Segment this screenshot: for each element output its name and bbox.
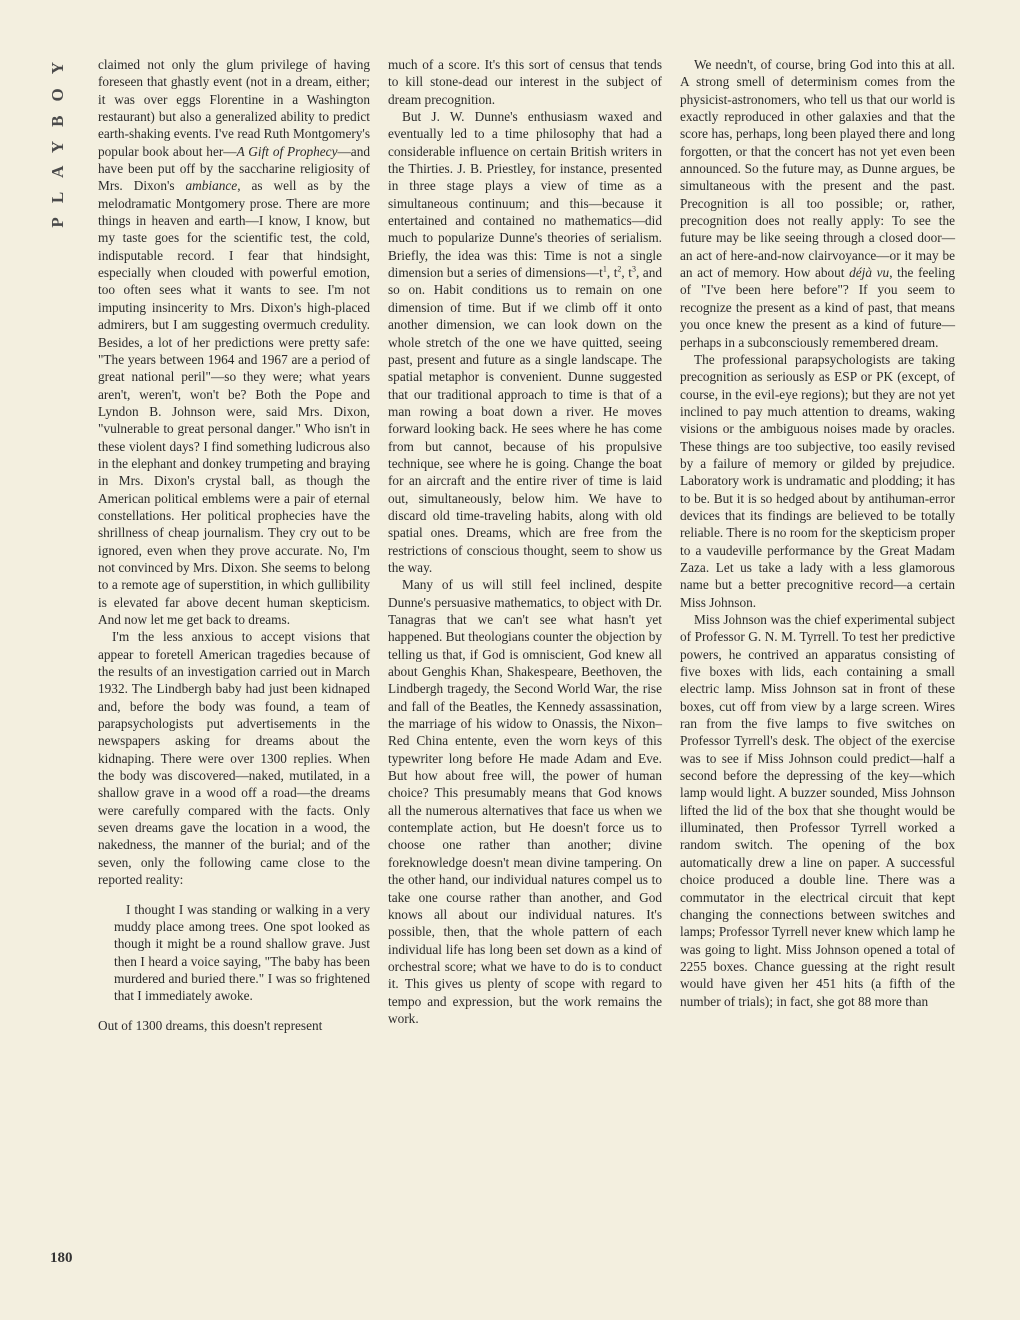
running-head: PLAYBOY xyxy=(48,48,67,228)
paragraph: The professional parapsychologists are taking precognition as seriously as ESP or PK (except, of course, in the evil-eye regions); but they are not yet inclined to pay much attention to dreams, waking visions or the ambiguous noises made by oracles. These things are too subjective, too easily revised by a failure of memory or gilded by prejudice. Laboratory work is undramatic and plodding; it has to be. But it is so hedged about by antihuman-error devices that its findings are believed to be totally reliable. There is no room for the skepticism proper to a vaudeville performance by the Great Madam Zaza. Let us take a lady with a less glamorous name but a better precognitive record—a certain Miss Johnson. xyxy=(680,351,955,610)
book-title: A Gift of Prophecy xyxy=(236,143,338,159)
column-2 xyxy=(388,56,662,1027)
paragraph: I'm the less anxious to accept visions that appear to foretell American tragedies because of the results of an investigation carried out in March 1932. The Lindbergh baby had just been kidnaped and, before the body was found, a team of parapsychologists put advertisements in the newspapers asking for dreams about the kidnaping. There were over 1300 replies. When the body was discovered—naked, mutilated, in a shallow grave in a wood off a road—the dreams were carefully compared with the facts. Only seven dreams gave the location in a wood, the nakedness, the manner of the burial; and of the seven, only the following came close to the reported reality: xyxy=(98,629,370,888)
paragraph: much of a score. It's this sort of census that tends to kill stone-dead our interest in the subject of dream precognition. xyxy=(388,57,662,107)
page-number: 180 xyxy=(50,1250,73,1266)
italic-word: ambiance xyxy=(185,178,238,194)
column-1 xyxy=(98,56,370,1034)
superscript: 3 xyxy=(631,264,636,274)
paragraph: Out of 1300 dreams, this doesn't represent xyxy=(98,1017,323,1033)
paragraph xyxy=(98,56,370,628)
paragraph xyxy=(680,56,955,351)
paragraph: Miss Johnson was the chief experimental subject of Professor G. N. M. Tyrrell. To test her predictive powers, he contrived an apparatus consisting of five boxes with lids, each containing a small electric lamp. Miss Johnson sat in front of these boxes, cut off from view by a large screen. Wires ran from the five lamps to five switches on Professor Tyrrell's desk. The object of the exercise was to see if Miss Johnson could predict—half a second before the depressing of the key—which lamp would light. A buzzer sounded, Miss Johnson lifted the lid of the box that she thought would be illuminated, then Professor Tyrrell worked a random switch. The opening of the box automatically drew a line on paper. A successful choice produced a double line. There was a commutator in the electrical circuit that kept changing the connections between switches and lamps; Professor Tyrrell never knew which lamp he was going to light. Miss Johnson opened a total of 2255 boxes. Chance guessing at the right result would have given her 451 hits (a fifth of the number of trials); in fact, she got 88 more than xyxy=(680,612,955,1009)
paragraph: Many of us will still feel inclined, despite Dunne's persuasive mathematics, to object with Dr. Tanagras that we can't see what hasn't yet happened. But theologians counter the objection by telling us that, if God is omniscient, God knew all about Genghis Khan, Shakespeare, Beethoven, the Lindbergh tragedy, the Second World War, the rise and fall of the Beatles, the Kennedy assassination, the marriage of his widow to Onassis, the Nixon–Red China entente, even the worn keys of this typewriter long before He made Adam and Eve. But how about free will, the power of human choice? This presumably means that God knows all the numerous alternatives that face us when we contemplate action, but He doesn't force us to choose one rather than another; divine foreknowledge doesn't mean divine tampering. On the other hand, our individual natures compel us to take one course rather than another, and God knows all about our individual natures. It's possible, then, that the whole pattern of each individual life has long been set down as a kind of orchestral score; what we have to do is to conduct it. This gives us plenty of scope with regard to tempo and expression, but the work remains the work. xyxy=(388,577,662,1026)
text-run: , t xyxy=(621,265,632,281)
text-run: —and have been put off by the saccharine religiosity of Mrs. Dixon's xyxy=(98,143,370,194)
text-run: , the feeling of "I've been here before"? If you seem to recognize the present as a kind of past, that means you once knew the present as a kind of future—perhaps in a subconsciously remembered dream. xyxy=(680,265,955,350)
column-3 xyxy=(680,56,955,1010)
text-run: , and so on. Habit conditions us to remain on one dimension of time. But if we climb off it onto another dimension, we can look down on the whole stretch of the one we have quitted, seeing past, present and future as a single landscape. The spatial metaphor is convenient. Dunne suggested that our traditional approach to time is that of a man rowing a boat down a river. He moves forward looking back. He sees where he has come from but cannot, because of his propulsive technique, see where he is going. Change the boat for an aircraft and the entire river of time is laid out, simultaneously, below him. We have to discard old time-traveling habits, along with old spatial ones. Dreams, which are free from the restrictions of conscious thought, seem to show us the way. xyxy=(388,265,662,575)
block-quote: I thought I was standing or walking in a very muddy place among trees. One spot looked as though it might be a round shallow grave. Just then I heard a voice saying, "The baby has been murdered and buried there." I was so frightened that I immediately awoke. xyxy=(114,901,370,1004)
text-run: claimed not only the glum privilege of having foreseen that ghastly event (not in a dream, either; it was over eggs Florentine in a Washington restaurant) but also a generalized ability to predict earth-shaking events. I've read Ruth Montgomery's popular book about her— xyxy=(98,57,370,159)
text-run: , t xyxy=(606,265,618,281)
italic-word: déjà vu xyxy=(849,265,890,281)
text-run: We needn't, of course, bring God into this at all. A strong smell of determinism comes from the physicist-astronomers, who tell us that our world is exactly reproduced in other galaxies and that the score has, perhaps, long been played there and long forgotten, or that the concert has not yet even been announced. So the future may, as Dunne argues, be simultaneous with the present and the past. Precognition is all too possible; or, rather, precognition does not really apply: To see the future may be like seeing through a closed door—an act of here-and-now clairvoyance—or it may be an act of memory. How about xyxy=(680,57,955,281)
paragraph xyxy=(388,108,662,576)
text-run: , as well as by the melodramatic Montgomery prose. There are more things in heaven and earth—I know, I know, but my taste goes for the scientific test, the cold, indisputable record. I fear that hindsight, especially when clouded with powerful emotion, too often sees what it wants to see. I'm not imputing insincerity to Mrs. Dixon's high-placed admirers, but I am suggesting overmuch credulity. Besides, a lot of her predictions were pretty safe: "The years between 1964 and 1967 are a period of great national peril"—so they were; what years aren't, weren't, won't be? Both the Pope and Lyndon B. Johnson were, said Mrs. Dixon, "vulnerable to great personal danger." Who isn't in these violent days? I find something ludicrous also in the elephant and donkey trumpeting and braying in Mrs. Dixon's crystal ball, as though the American political emblems were a pair of eternal constellations. Her political prophecies have the shrillness of cheap journalism. They cry out to be ignored, even when they prove accurate. No, I'm not convinced by Mrs. Dixon. She seems to belong to a remote age of superstition, in which gullibility is elevated far above decent human skepticism. And now let me get back to dreams. xyxy=(98,178,370,627)
superscript: 2 xyxy=(617,264,622,274)
superscript: 1 xyxy=(602,264,607,274)
text-run: But J. W. Dunne's enthusiasm waxed and eventually led to a time philosophy that had a considerable influence on certain British writers in the Thirties. J. B. Priestley, for instance, presented in three stage plays a view of time as a simultaneous continuum; and this—because it entertained and contained no mathematics—did much to popularize Dunne's theories of serialism. Briefly, the idea was this: Time is not a single dimension but a series of dimensions—t xyxy=(388,109,662,281)
